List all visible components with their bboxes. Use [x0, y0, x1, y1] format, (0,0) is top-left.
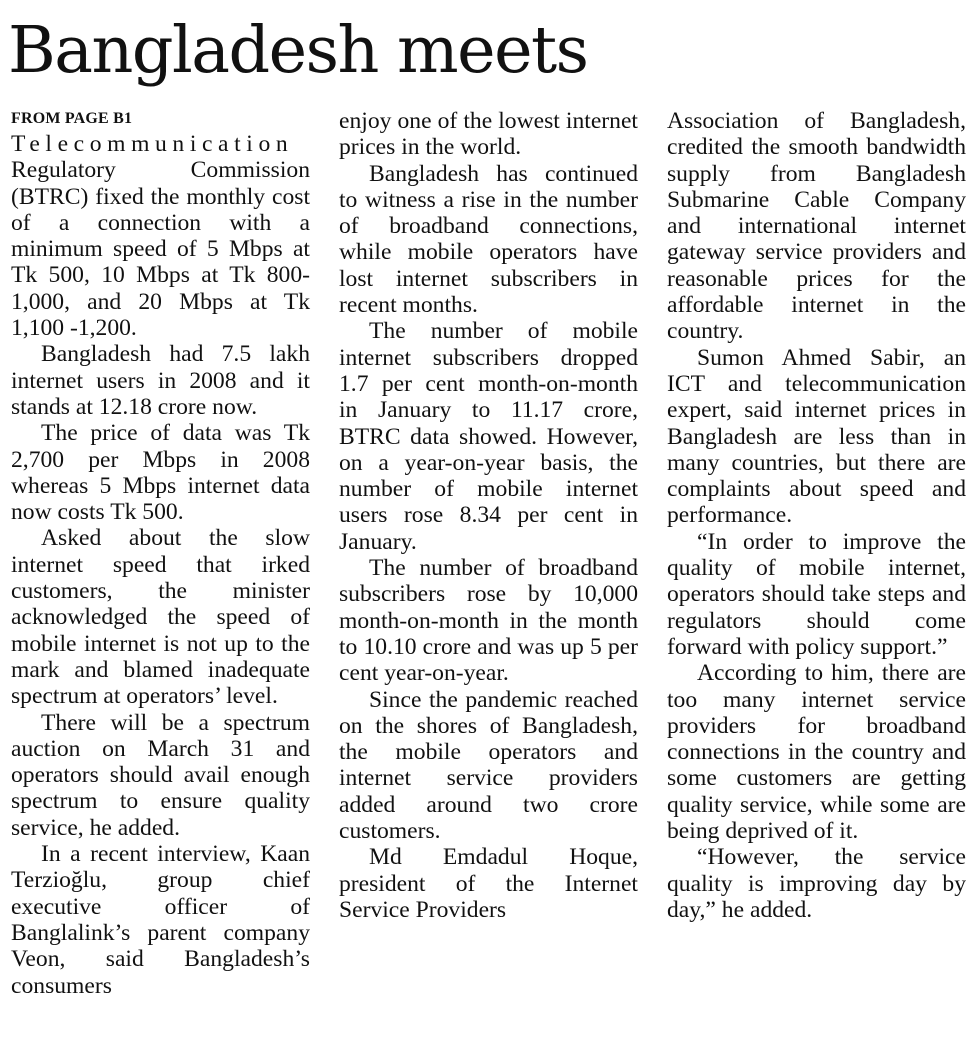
article-paragraph: The number of mobile internet subscribers dropped 1.7 per cent month-on-month in January to 11.17 crore, BTRC data showed. However, on a year-on-year basis, the number of mobile internet users rose 8.34 per cent in January. — [339, 318, 638, 555]
article-column-3 — [667, 108, 966, 923]
headline: Bangladesh meets — [8, 13, 588, 88]
article-paragraph: Asked about the slow internet speed that irked customers, the minister acknowledged the speed of mobile internet is not up to the mark and blamed inadequate spectrum at operators’ level. — [11, 525, 310, 710]
article-paragraph: According to him, there are too many internet service providers for broadband connections in the country and some customers are getting quality service, while some are being deprived of it. — [667, 660, 966, 845]
article-paragraph: enjoy one of the lowest internet prices in the world. — [339, 108, 638, 161]
article-paragraph: The number of broadband subscribers rose by 10,000 month-on-month in the month to 10.10 crore and was up 5 per cent year-on-year. — [339, 555, 638, 687]
article-paragraph: Association of Bangladesh, credited the smooth bandwidth supply from Bangladesh Submarine Cable Company and international internet gateway service providers and reasonable prices for the affordable internet in the country. — [667, 108, 966, 345]
article-paragraph-rest: Regulatory Commission (BTRC) fixed the monthly cost of a connection with a minimum speed of 5 Mbps at Tk 500, 10 Mbps at Tk 800-1,000, and 20 Mbps at Tk 1,100 -1,200. — [11, 157, 310, 342]
article-paragraph: In a recent interview, Kaan Terzioğlu, group chief executive officer of Banglalink’s parent company Veon, said Bangladesh’s consumers — [11, 841, 310, 999]
jump-kicker: FROM PAGE B1 — [11, 110, 133, 127]
article-paragraph: Md Emdadul Hoque, president of the Internet Service Providers — [339, 844, 638, 923]
article-column-2 — [339, 108, 638, 923]
article-paragraph: The price of data was Tk 2,700 per Mbps in 2008 whereas 5 Mbps internet data now costs Tk 500. — [11, 420, 310, 526]
article-paragraph: Bangladesh has continued to witness a rise in the number of broadband connections, while mobile operators have lost internet subscribers in recent months. — [339, 160, 638, 319]
article-paragraph — [11, 131, 310, 341]
article-paragraph: Since the pandemic reached on the shores of Bangladesh, the mobile operators and internet service providers added around two crore customers. — [339, 686, 638, 845]
article-paragraph: “In order to improve the quality of mobile internet, operators should take steps and regulators should come forward with policy support.” — [667, 528, 966, 660]
article-paragraph: There will be a spectrum auction on March 31 and operators should avail enough spectrum to ensure quality service, he added. — [11, 709, 310, 841]
article-paragraph: Sumon Ahmed Sabir, an ICT and telecommunication expert, said internet prices in Bangladesh are less than in many countries, but there are complaints about speed and performance. — [667, 344, 966, 529]
article-paragraph: Bangladesh had 7.5 lakh internet users in 2008 and it stands at 12.18 crore now. — [11, 341, 310, 420]
article-column-1 — [11, 108, 310, 999]
article-paragraph-lead: Telecommunication — [11, 131, 294, 157]
article-paragraph: “However, the service quality is improving day by day,” he added. — [667, 844, 966, 923]
